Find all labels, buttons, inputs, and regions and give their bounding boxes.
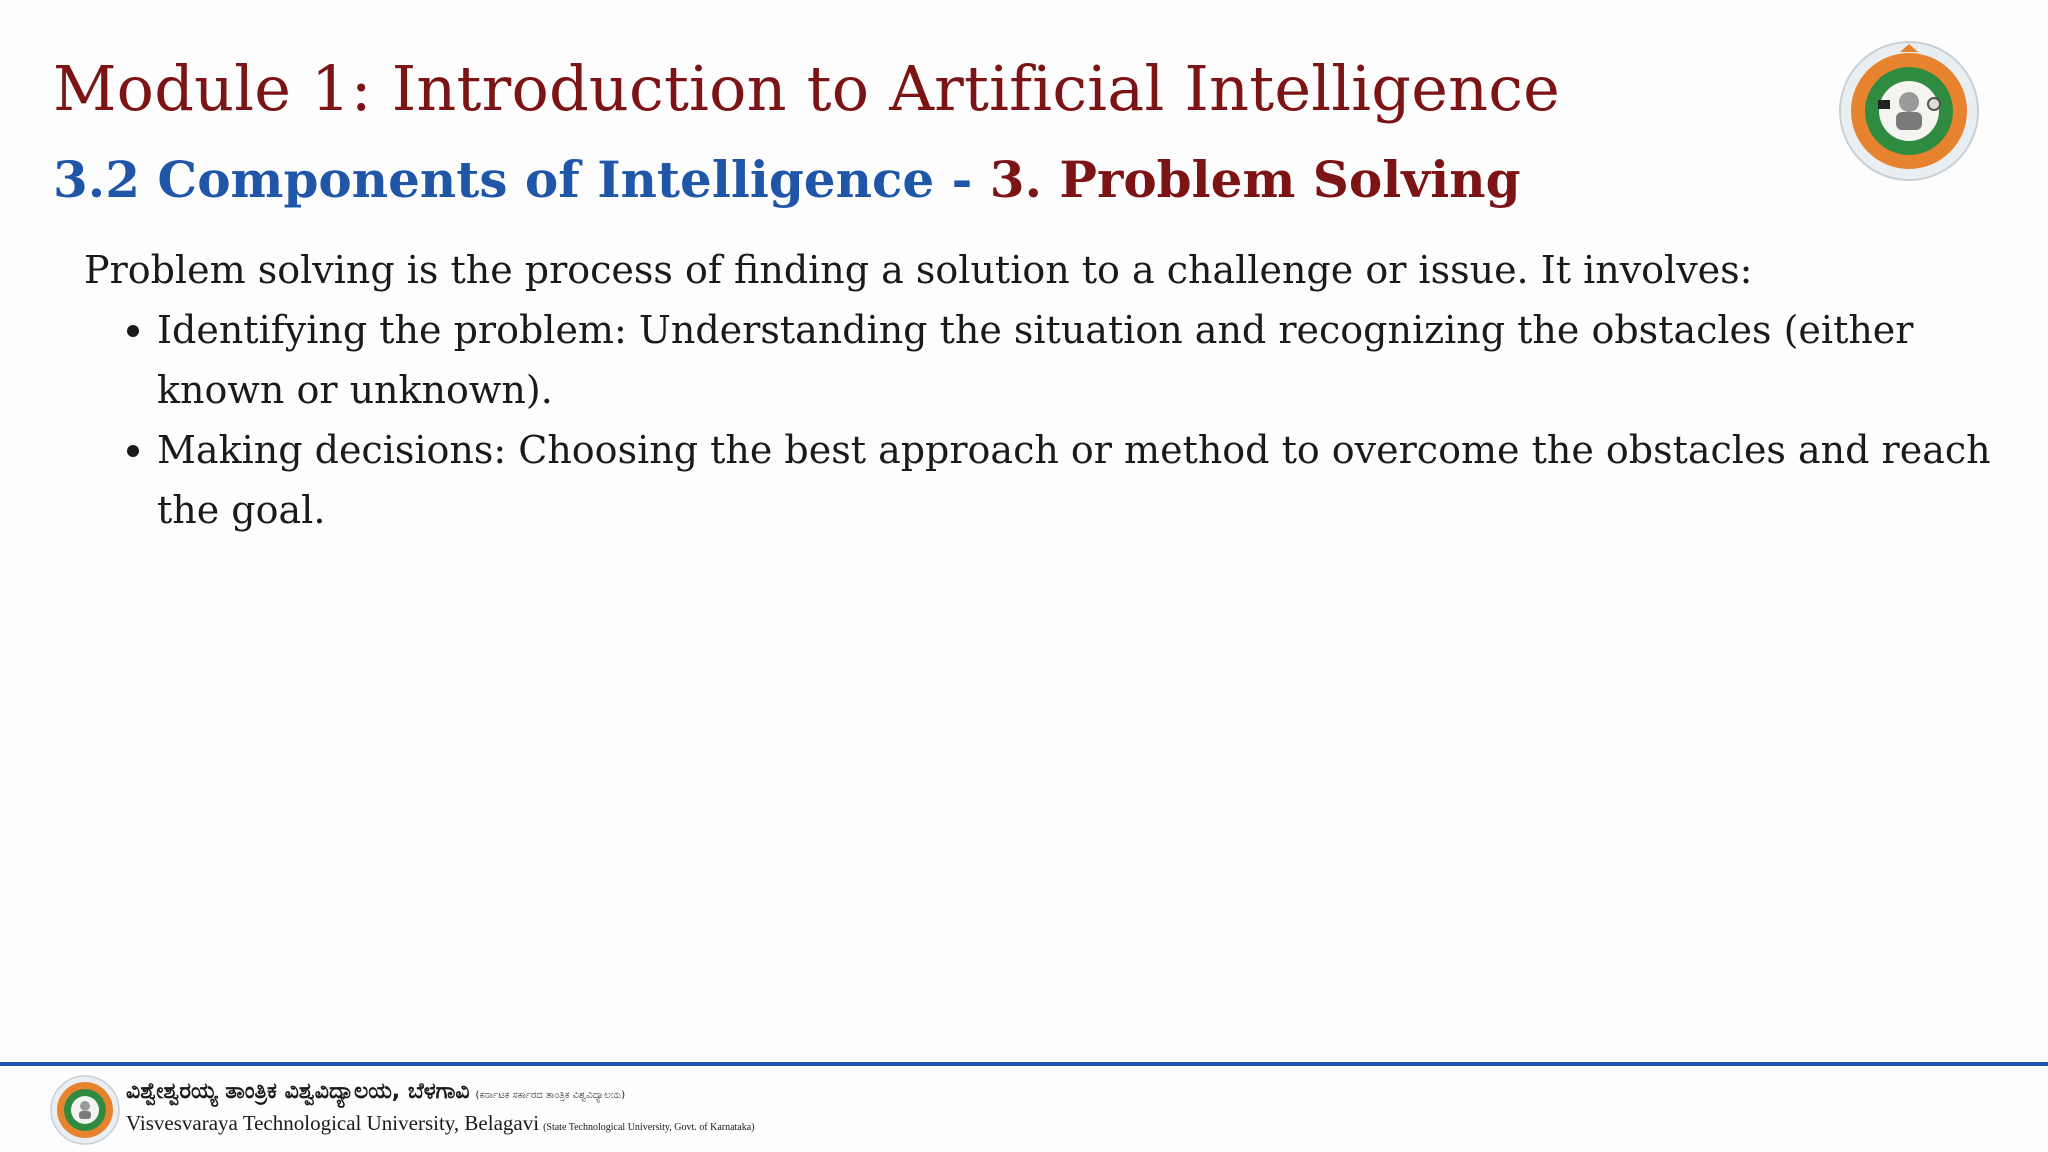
footer-text: [126, 1078, 755, 1141]
list-item: [157, 420, 1994, 540]
section-title-suffix: 3. Problem Solving: [989, 150, 1521, 209]
footer-english-line: [126, 1110, 755, 1141]
slide-body: [84, 240, 1994, 540]
footer: [50, 1072, 755, 1147]
footer-kannada-name: ವಿಶ್ವೇಶ್ವರಯ್ಯ ತಾಂತ್ರಿಕ ವಿಶ್ವವಿದ್ಯಾಲಯ, ಬೆಳಗಾವಿ: [126, 1079, 470, 1104]
footer-english-name: Visvesvaraya Technological University, Belagavi: [126, 1111, 540, 1135]
university-seal-icon: [50, 1075, 120, 1145]
intro-paragraph: Problem solving is the process of finding a solution to a challenge or issue. It involves:: [84, 248, 1753, 292]
footer-english-note: (State Technological University, Govt. of Karnataka): [543, 1122, 755, 1133]
university-seal-icon: [1838, 40, 1980, 182]
section-title: [53, 150, 1521, 209]
bullet-dot-icon: [127, 445, 139, 457]
list-item: [157, 300, 1994, 420]
section-title-prefix: 3.2 Components of Intelligence -: [53, 150, 990, 209]
footer-divider: [0, 1062, 2048, 1066]
bullet-text: Identifying the problem: Understanding the situation and recognizing the obstacles (either known or unknown).: [157, 308, 1914, 412]
footer-kannada-note: (ಕರ್ನಾಟಕ ಸರ್ಕಾರದ ತಾಂತ್ರಿಕ ವಿಶ್ವವಿದ್ಯಾಲಯ): [475, 1090, 626, 1101]
bullet-dot-icon: [127, 325, 139, 337]
bullet-list: [84, 300, 1994, 540]
module-title: Module 1: Introduction to Artificial Intelligence: [53, 52, 1561, 125]
footer-kannada-line: [126, 1078, 755, 1110]
bullet-text: Making decisions: Choosing the best approach or method to overcome the obstacles and reach the goal.: [157, 428, 1991, 532]
